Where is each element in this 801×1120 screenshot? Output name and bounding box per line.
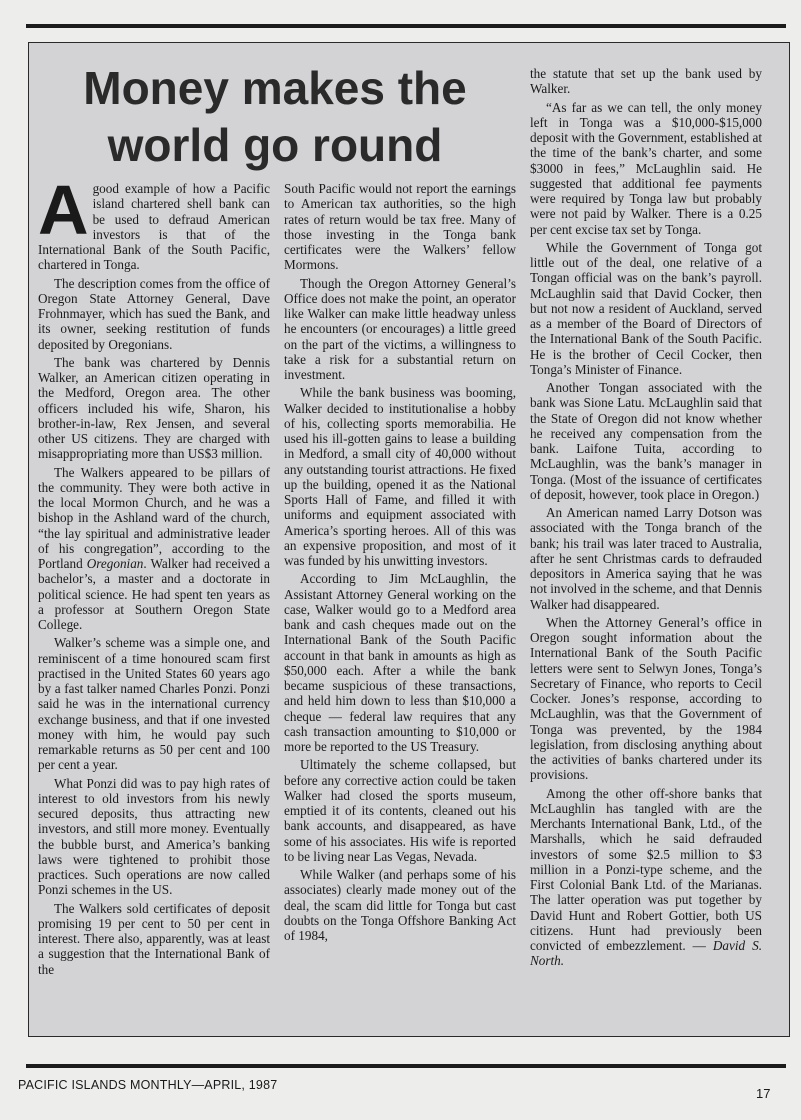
paragraph-text: The Walkers appeared to be pillars of the community. They were both active in the local Mormon Church, and he was a bishop in the Ashland ward of the church, “the lay spiritual and administrative leader of his congregation”, according to the Portland [38, 464, 270, 571]
article-paragraph [38, 635, 270, 772]
paragraph-text: good example of how a Pacific island chartered shell bank can be used to defraud American investors is that of the International Bank of the South Pacific, chartered in Tonga. [38, 181, 270, 273]
page-number: 17 [756, 1086, 771, 1101]
paragraph-text: While the Government of Tonga got little out of the deal, one relative of a Tongan official was on the bank’s payroll. McLaughlin said that David Cocker, then but not now a resident of Auckland, served as a member of the Board of Directors of the International Bank of the South Pacific. He is the brother of Cecil Cocker, then Tonga’s Minister of Finance. [530, 239, 762, 377]
article-paragraph [38, 276, 270, 352]
article-paragraph [530, 100, 762, 237]
article-paragraph [530, 380, 762, 502]
paragraph-text: . Walker had received a bachelor’s, a master and a doctorate in political science. He had spent ten years as a professor at Southern Oregon State College. [38, 556, 270, 632]
paragraph-text: Walker’s scheme was a simple one, and reminiscent of a time honoured scam first practised in the United States 60 years ago by a fast talker named Charles Ponzi. Ponzi said he was in the international currency exchange business, and that if one invested money with him, he would pay such remarkable returns as 50 per cent and 100 per cent a year. [38, 635, 270, 773]
article-paragraph [530, 240, 762, 377]
paragraph-text: The description comes from the office of Oregon State Attorney General, Dave Frohnmayer, which has sued the Bank, and its owner, seeking restitution of funds deposited by Oregonians. [38, 275, 270, 352]
article-paragraph [530, 786, 762, 969]
paragraph-text: According to Jim McLaughlin, the Assistant Attorney General working on the case, Walker would go to a Medford area bank and cash cheques made out on the International Bank of the South Pacific account in that bank in amounts as high as $50,000 each. After a while the bank became suspicious of these transactions, and held him down to less than $10,000 a cheque — federal law requires that any cash transaction amounting to $10,000 or more be reported to the US Treasury. [284, 571, 516, 754]
article-paragraph [284, 181, 516, 273]
paragraph-text: The bank was chartered by Dennis Walker, an American citizen operating in the Medford, Oregon area. The other officers included his wife, Sharon, his brother-in-law, Rex Jensen, and several other US citizens. They are charged with misappropriating more than US$3 million. [38, 354, 270, 462]
article-paragraph [530, 615, 762, 783]
article-column-2 [284, 181, 516, 946]
italic-text: Oregonian [86, 556, 144, 571]
article-paragraph [38, 465, 270, 633]
article-paragraph [284, 867, 516, 943]
paragraph-text: What Ponzi did was to pay high rates of interest to old investors from his newly secured deposits, thus attracting new investors, and still more money. Eventually the bubble burst, and America’s banking laws were tightened to prohibit those practices. Such operations are now called Ponzi schemes in the US. [38, 775, 270, 898]
paragraph-text: “As far as we can tell, the only money left in Tonga was a $10,000-$15,000 deposit with the Government, established at the time of the bank’s charter, and some $3000 in fees,” McLaughlin said. He suggested that additional fee payments were required by Tonga law but probably were not paid by Walker. There is a 0.25 per cent excise tax set by Tonga. [530, 99, 762, 237]
publication-footer: PACIFIC ISLANDS MONTHLY—APRIL, 1987 [18, 1078, 278, 1092]
article-paragraph [38, 776, 270, 898]
article-paragraph [284, 757, 516, 864]
top-rule [26, 24, 786, 28]
article-paragraph [284, 276, 516, 383]
article-column-1 [38, 171, 270, 980]
article-column-3 [530, 66, 762, 972]
article-paragraph [38, 171, 270, 273]
article-paragraph [530, 505, 762, 612]
article-paragraph [38, 901, 270, 977]
headline: Money makes the world go round [83, 62, 467, 171]
article-paragraph [530, 66, 762, 97]
paragraph-text: Ultimately the scheme collapsed, but before any corrective action could be taken Walker had closed the sports museum, emptied it of its contents, cleaned out his bank accounts, and disappeared, as have some of his associates. His wife is reported to be living near Las Vegas, Nevada. [284, 757, 516, 864]
paragraph-text: South Pacific would not report the earnings to American tax authorities, so the high rates of return would be tax free. Many of those investing in the Tonga bank certificates were the Walkers’ fellow Mormons. [284, 181, 516, 273]
paragraph-text: Another Tongan associated with the bank was Sione Latu. McLaughlin said that the State of Oregon did not know whether he received any compensation from the bank. Laifone Tuita, according to McLaughlin, was the bank’s manager in Tonga. (Most of the issuance of certificates of deposit, however, took place in Oregon.) [530, 380, 762, 502]
drop-cap: A [38, 171, 89, 249]
paragraph-text: The Walkers sold certificates of deposit promising 19 per cent to 50 per cent in interest. There also, apparently, was at least a suggestion that the International Bank of the [38, 900, 270, 977]
article-paragraph [284, 571, 516, 754]
paragraph-text: Among the other off-shore banks that McLaughlin has tangled with are the Merchants International Bank, Ltd., of the Marshalls, which he said defrauded investors of some $2.5 million to $3 million in a Ponzi-type scheme, and the First Colonial Bank Ltd. of the Marianas. The latter operation was put together by David Hunt and Robert Gottier, both US citizens. Hunt had previously been convicted of embezzlement. — [530, 785, 762, 953]
paragraph-text: An American named Larry Dotson was associated with the Tonga branch of the bank; his trail was later traced to Australia, after he sent Christmas cards to defrauded depositors in America saying that he was not involved in the scheme, and that Dennis Walker had disappeared. [530, 505, 762, 612]
italic-text: David S. North. [530, 938, 762, 969]
bottom-rule [26, 1064, 786, 1068]
article-paragraph [38, 355, 270, 462]
article-paragraph [284, 385, 516, 568]
paragraph-text: When the Attorney General’s office in Oregon sought information about the International Bank of the South Pacific letters were sent to Selwyn Jones, Tonga’s Secretary of Finance, who reports to Cecil Cocker. Jones’s response, according to McLaughlin, was that the Government of Tonga was prevented, by the 1984 legislation, from disclosing anything about the activities of banks chartered under its provisions. [530, 614, 762, 783]
paragraph-text: Though the Oregon Attorney General’s Office does not make the point, an operator like Walker can make little headway unless he encounters (or encourages) a little greed on the part of the victims, a willingness to take a risk for a substantial return on investment. [284, 275, 516, 382]
paragraph-text: While Walker (and perhaps some of his associates) clearly made money out of the deal, the scam did little for Tonga but cast doubts on the Tonga Offshore Banking Act of 1984, [284, 867, 516, 943]
paragraph-text: While the bank business was booming, Walker decided to institutionalise a hobby of his, collecting sports memorabilia. He used his ill-gotten gains to lease a building in Medford, a small city of 40,000 without any outstanding tourist attractions. He fixed up the building, opened it as the National Sports Hall of Fame, and filled it with uniforms and equipment associated with America’s sporting heroes. All of this was an expensive proposition, and most of it was funded by his unwitting investors. [284, 385, 516, 568]
paragraph-text: the statute that set up the bank used by Walker. [530, 66, 762, 97]
